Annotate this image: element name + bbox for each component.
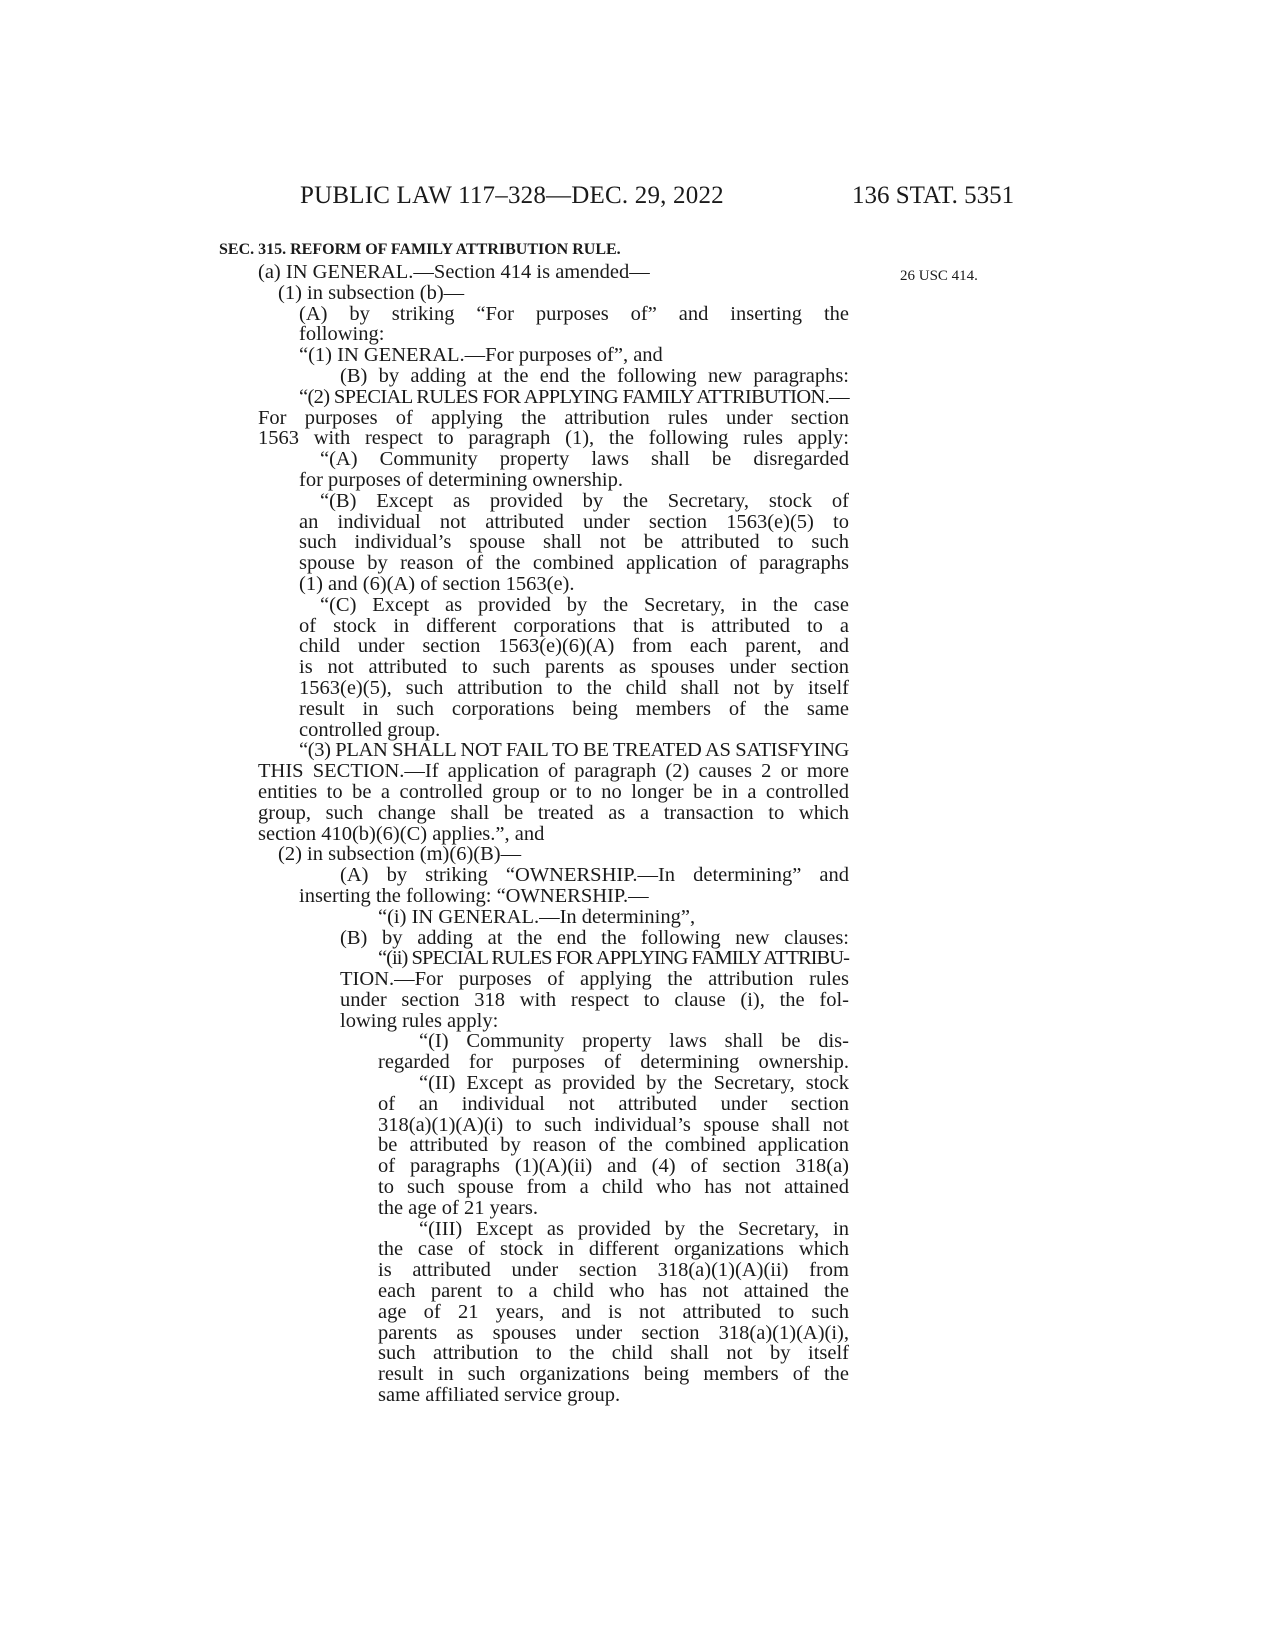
text-line <box>0 470 1275 491</box>
text-line <box>0 990 1275 1011</box>
line-text: “(A) Community property laws shall be disregarded <box>320 448 849 471</box>
line-text: “(II) Except as provided by the Secretary, stock <box>419 1072 849 1095</box>
line-text: “(ii) SPECIAL RULES FOR APPLYING FAMILY ATTRIBU- <box>378 947 849 970</box>
line-text: the case of stock in different organizations which <box>378 1238 849 1261</box>
text-line <box>0 345 1275 366</box>
text-line <box>0 1219 1275 1240</box>
text-line <box>0 1260 1275 1281</box>
line-text: lowing rules apply: <box>340 1009 499 1032</box>
text-line <box>0 1156 1275 1177</box>
line-text: spouse by reason of the combined application of paragraphs <box>299 552 849 575</box>
text-line <box>0 1343 1275 1364</box>
margin-note: 26 USC 414. <box>900 268 978 284</box>
line-text: 318(a)(1)(A)(i) to such individual’s spouse shall not <box>378 1113 849 1136</box>
text-line <box>0 1281 1275 1302</box>
line-text: (a) IN GENERAL.—Section 414 is amended— <box>258 261 650 283</box>
text-line <box>0 491 1275 512</box>
text-line <box>0 304 1275 325</box>
text-line <box>0 1177 1275 1198</box>
line-text: section 410(b)(6)(C) applies.”, and <box>258 822 545 845</box>
line-text: 1563(e)(5), such attribution to the child shall not by itself <box>299 676 849 699</box>
line-text: of an individual not attributed under section <box>378 1092 849 1115</box>
line-text: (1) and (6)(A) of section 1563(e). <box>299 572 575 595</box>
text-line <box>0 1364 1275 1385</box>
text-line <box>0 1135 1275 1156</box>
line-text: “(3) PLAN SHALL NOT FAIL TO BE TREATED AS SATISFYING <box>299 739 849 762</box>
text-line <box>0 1239 1275 1260</box>
line-text: of stock in different corporations that is attributed to a <box>299 614 849 637</box>
text-line <box>0 844 1275 865</box>
running-head: PUBLIC LAW 117–328—DEC. 29, 2022 <box>300 182 724 209</box>
line-text: controlled group. <box>299 718 441 741</box>
text-line <box>0 948 1275 969</box>
line-text: group, such change shall be treated as a transaction to which <box>258 801 849 824</box>
text-line <box>0 1011 1275 1032</box>
line-text: to such spouse from a child who has not attained <box>378 1176 849 1199</box>
text-line <box>0 782 1275 803</box>
line-text: under section 318 with respect to clause (i), the fol- <box>340 988 849 1011</box>
line-text: same affiliated service group. <box>378 1384 621 1407</box>
text-line <box>0 366 1275 387</box>
line-text: of paragraphs (1)(A)(ii) and (4) of section 318(a) <box>378 1155 849 1178</box>
text-line <box>0 1115 1275 1136</box>
text-line <box>0 616 1275 637</box>
text-line <box>0 803 1275 824</box>
line-text: an individual not attributed under section 1563(e)(5) to <box>299 510 849 533</box>
line-text: 1563 with respect to paragraph (1), the following rules apply: <box>258 427 849 450</box>
line-text: parents as spouses under section 318(a)(1)(A)(i), <box>378 1321 849 1344</box>
text-line <box>0 574 1275 595</box>
line-text: (A) by striking “OWNERSHIP.—In determining” and <box>340 864 849 887</box>
text-line <box>0 408 1275 429</box>
line-text: “(i) IN GENERAL.—In determining”, <box>378 905 696 928</box>
text-line <box>0 449 1275 470</box>
text-line <box>0 865 1275 886</box>
line-text: result in such corporations being members of the same <box>299 697 849 720</box>
line-text: for purposes of determining ownership. <box>299 468 623 491</box>
line-text: “(C) Except as provided by the Secretary, in the case <box>320 593 849 616</box>
line-text: “(2) SPECIAL RULES FOR APPLYING FAMILY ATTRIBUTION.— <box>299 385 849 408</box>
text-line <box>0 824 1275 845</box>
statute-citation: 136 STAT. 5351 <box>852 182 1015 209</box>
text-line <box>0 636 1275 657</box>
line-text: such attribution to the child shall not by itself <box>378 1342 849 1365</box>
text-line <box>0 324 1275 345</box>
text-line <box>0 387 1275 408</box>
line-text: following: <box>299 323 385 346</box>
line-text: result in such organizations being members of the <box>378 1363 849 1386</box>
line-text: be attributed by reason of the combined application <box>378 1134 849 1157</box>
text-line <box>0 1302 1275 1323</box>
line-text: regarded for purposes of determining ownership. <box>378 1051 849 1074</box>
text-line <box>0 1198 1275 1219</box>
line-text: “(B) Except as provided by the Secretary, stock of <box>320 489 849 512</box>
text-line <box>0 969 1275 990</box>
text-line <box>0 595 1275 616</box>
line-text: (B) by adding at the end the following new clauses: <box>340 926 849 949</box>
line-text: entities to be a controlled group or to no longer be in a controlled <box>258 780 849 803</box>
line-text: TION.—For purposes of applying the attribution rules <box>340 968 849 991</box>
text-line <box>0 262 1275 283</box>
text-line <box>0 678 1275 699</box>
text-line <box>0 1073 1275 1094</box>
section-body <box>0 262 1275 1406</box>
line-text: For purposes of applying the attribution rules under section <box>258 406 849 429</box>
text-line <box>0 428 1275 449</box>
text-line <box>0 699 1275 720</box>
text-line <box>0 740 1275 761</box>
line-text: is attributed under section 318(a)(1)(A)(ii) from <box>378 1259 849 1282</box>
line-text: child under section 1563(e)(6)(A) from each parent, and <box>299 635 849 658</box>
text-line <box>0 1323 1275 1344</box>
text-line <box>0 512 1275 533</box>
line-text: inserting the following: “OWNERSHIP.— <box>299 884 649 907</box>
text-line <box>0 1094 1275 1115</box>
line-text: “(III) Except as provided by the Secretary, in <box>419 1217 849 1240</box>
text-line <box>0 553 1275 574</box>
line-text: (1) in subsection (b)— <box>278 281 465 304</box>
line-text: “(I) Community property laws shall be dis- <box>419 1030 849 1053</box>
text-line <box>0 886 1275 907</box>
text-line <box>0 1031 1275 1052</box>
text-line <box>0 1385 1275 1406</box>
line-text: each parent to a child who has not attained the <box>378 1280 849 1303</box>
line-text: is not attributed to such parents as spouses under section <box>299 656 849 679</box>
section-heading: SEC. 315. REFORM OF FAMILY ATTRIBUTION RULE. <box>219 241 621 258</box>
text-line <box>0 907 1275 928</box>
line-text: such individual’s spouse shall not be attributed to such <box>299 531 849 554</box>
line-text: age of 21 years, and is not attributed to such <box>378 1300 849 1323</box>
text-line <box>0 720 1275 741</box>
line-text: the age of 21 years. <box>378 1196 538 1219</box>
line-text: (B) by adding at the end the following new paragraphs: <box>340 364 849 387</box>
line-text: THIS SECTION.—If application of paragraph (2) causes 2 or more <box>258 760 849 783</box>
text-line <box>0 761 1275 782</box>
text-line <box>0 657 1275 678</box>
text-line <box>0 1052 1275 1073</box>
line-text: “(1) IN GENERAL.—For purposes of”, and <box>299 344 663 367</box>
text-line <box>0 532 1275 553</box>
text-line <box>0 928 1275 949</box>
line-text: (2) in subsection (m)(6)(B)— <box>278 843 522 866</box>
text-line <box>0 283 1275 304</box>
line-text: (A) by striking “For purposes of” and inserting the <box>299 302 849 325</box>
